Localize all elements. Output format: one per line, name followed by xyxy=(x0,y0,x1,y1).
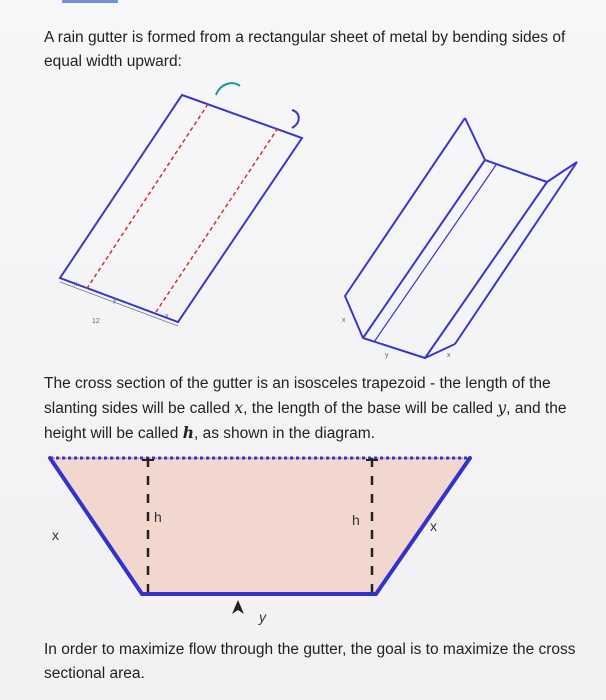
trap-label-h-right: h xyxy=(352,512,360,528)
cross-text-d: , as shown in the diagram. xyxy=(194,425,375,442)
goal-paragraph: In order to maximize flow through the gutter, the goal is to maximize the cross sectional area. xyxy=(44,641,576,682)
label-x2: x xyxy=(165,313,169,320)
var-h: h xyxy=(182,423,195,442)
trap-label-x-left: x xyxy=(52,527,59,543)
cursor-icon xyxy=(232,600,244,614)
label-x1: x xyxy=(74,281,78,288)
cross-text-c: , and the height will be called xyxy=(44,400,567,442)
cross-text-b: , the length of the base will be called xyxy=(243,400,498,417)
intro-paragraph: A rain gutter is formed from a rectangular sheet of metal by bending sides of equal width upward: xyxy=(44,29,566,70)
label-x-base: x xyxy=(447,352,451,359)
trapezoid-fill xyxy=(50,458,470,594)
trap-label-h-left: h xyxy=(154,509,162,525)
label-width: 12 xyxy=(92,318,100,325)
trap-label-x-right: x xyxy=(430,518,437,534)
var-y: y xyxy=(497,399,507,417)
trap-label-y-base: y xyxy=(259,609,266,625)
var-x: x xyxy=(234,399,244,417)
label-y-base: y xyxy=(385,352,389,359)
label-y: y xyxy=(113,297,117,304)
label-x-side: x xyxy=(342,317,346,324)
cross-text-a: The cross section of the gutter is an isosceles trapezoid - the length of the slanting sides will be called xyxy=(44,375,551,417)
